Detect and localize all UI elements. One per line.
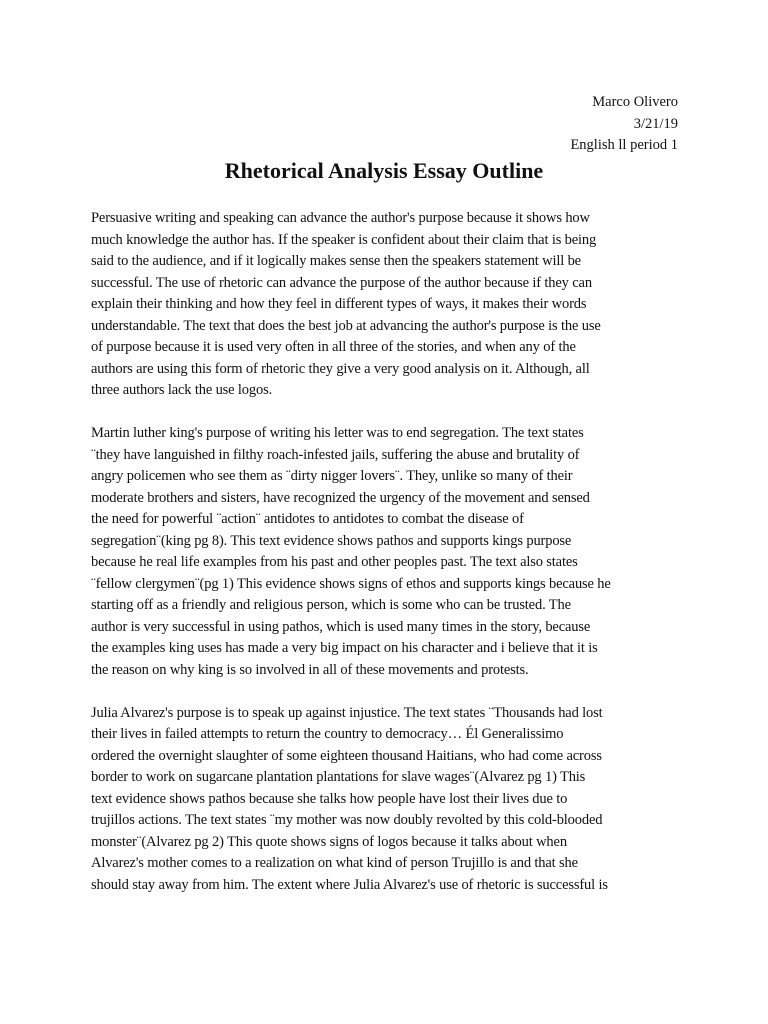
text-line: three authors lack the use logos. [91,382,273,398]
text-line: understandable. The text that does the best job at advancing the author's purpose is the use [91,317,601,334]
text-line: should stay away from him. The extent where Julia Alvarez's use of rhetoric is successful is [91,876,608,893]
text-line: starting off as a friendly and religious person, which is some who can be trusted. The [91,597,571,613]
text-line: moderate brothers and sisters, have recognized the urgency of the movement and sensed [91,489,590,506]
paragraph [91,208,691,402]
essay-date: 3/21/19 [633,115,678,132]
text-line: because he real life examples from his past and other peoples past. The text also states [91,554,578,570]
text-line: monster¨(Alvarez pg 2) This quote shows signs of logos because it talks about when [91,833,567,850]
paragraph [91,703,691,897]
text-line: the need for powerful ¨action¨ antidotes to antidotes to combat the disease of [91,511,524,527]
text-line: explain their thinking and how they feel in different types of ways, it makes their words [91,296,587,312]
text-line: authors are using this form of rhetoric they give a very good analysis on it. Although, all [91,360,590,377]
text-line: said to the audience, and if it logically makes sense then the speakers statement will be [91,253,581,269]
paragraph [91,423,691,681]
text-line: Persuasive writing and speaking can advance the author's purpose because it shows how [91,210,590,226]
author-name: Marco Olivero [592,94,678,110]
text-line: ¨fellow clergymen¨(pg 1) This evidence shows signs of ethos and supports kings because he [91,575,611,592]
text-line: ordered the overnight slaughter of some eighteen thousand Haitians, who had come across [91,747,602,764]
text-line: the examples king uses has made a very big impact on his character and i believe that it is [91,640,598,656]
text-line: trujillos actions. The text states ¨my mother was now doubly revolted by this cold-blooded [91,812,603,828]
text-line: Alvarez's mother comes to a realization on what kind of person Trujillo is and that she [91,855,578,871]
essay-body [91,208,691,918]
text-line: ¨they have languished in filthy roach-infested jails, suffering the abuse and brutality of [91,446,580,463]
text-line: much knowledge the author has. If the speaker is confident about their claim that is being [91,231,597,248]
document-title: Rhetorical Analysis Essay Outline [224,158,544,183]
text-line: the reason on why king is so involved in all of these movements and protests. [91,661,529,678]
text-line: angry policemen who see them as ¨dirty nigger lovers¨. They, unlike so many of their [91,468,573,484]
text-line: their lives in failed attempts to return the country to democracy… Él Generalissimo [91,726,564,742]
course-name: English ll period 1 [570,137,678,153]
text-line: text evidence shows pathos because she talks how people have lost their lives due to [91,790,568,807]
text-line: Martin luther king's purpose of writing his letter was to end segregation. The text states [91,425,584,441]
text-line: border to work on sugarcane plantation plantations for slave wages¨(Alvarez pg 1) This [91,769,586,785]
text-line: of purpose because it is used very often in all three of the stories, and when any of the [91,339,576,355]
text-line: segregation¨(king pg 8). This text evidence shows pathos and supports kings purpose [91,532,572,549]
header-block [570,92,678,157]
text-line: successful. The use of rhetoric can advance the purpose of the author because if they can [91,274,592,291]
text-line: Julia Alvarez's purpose is to speak up against injustice. The text states ¨Thousands had lost [91,704,603,721]
text-line: author is very successful in using pathos, which is used many times in the story, because [91,618,591,635]
